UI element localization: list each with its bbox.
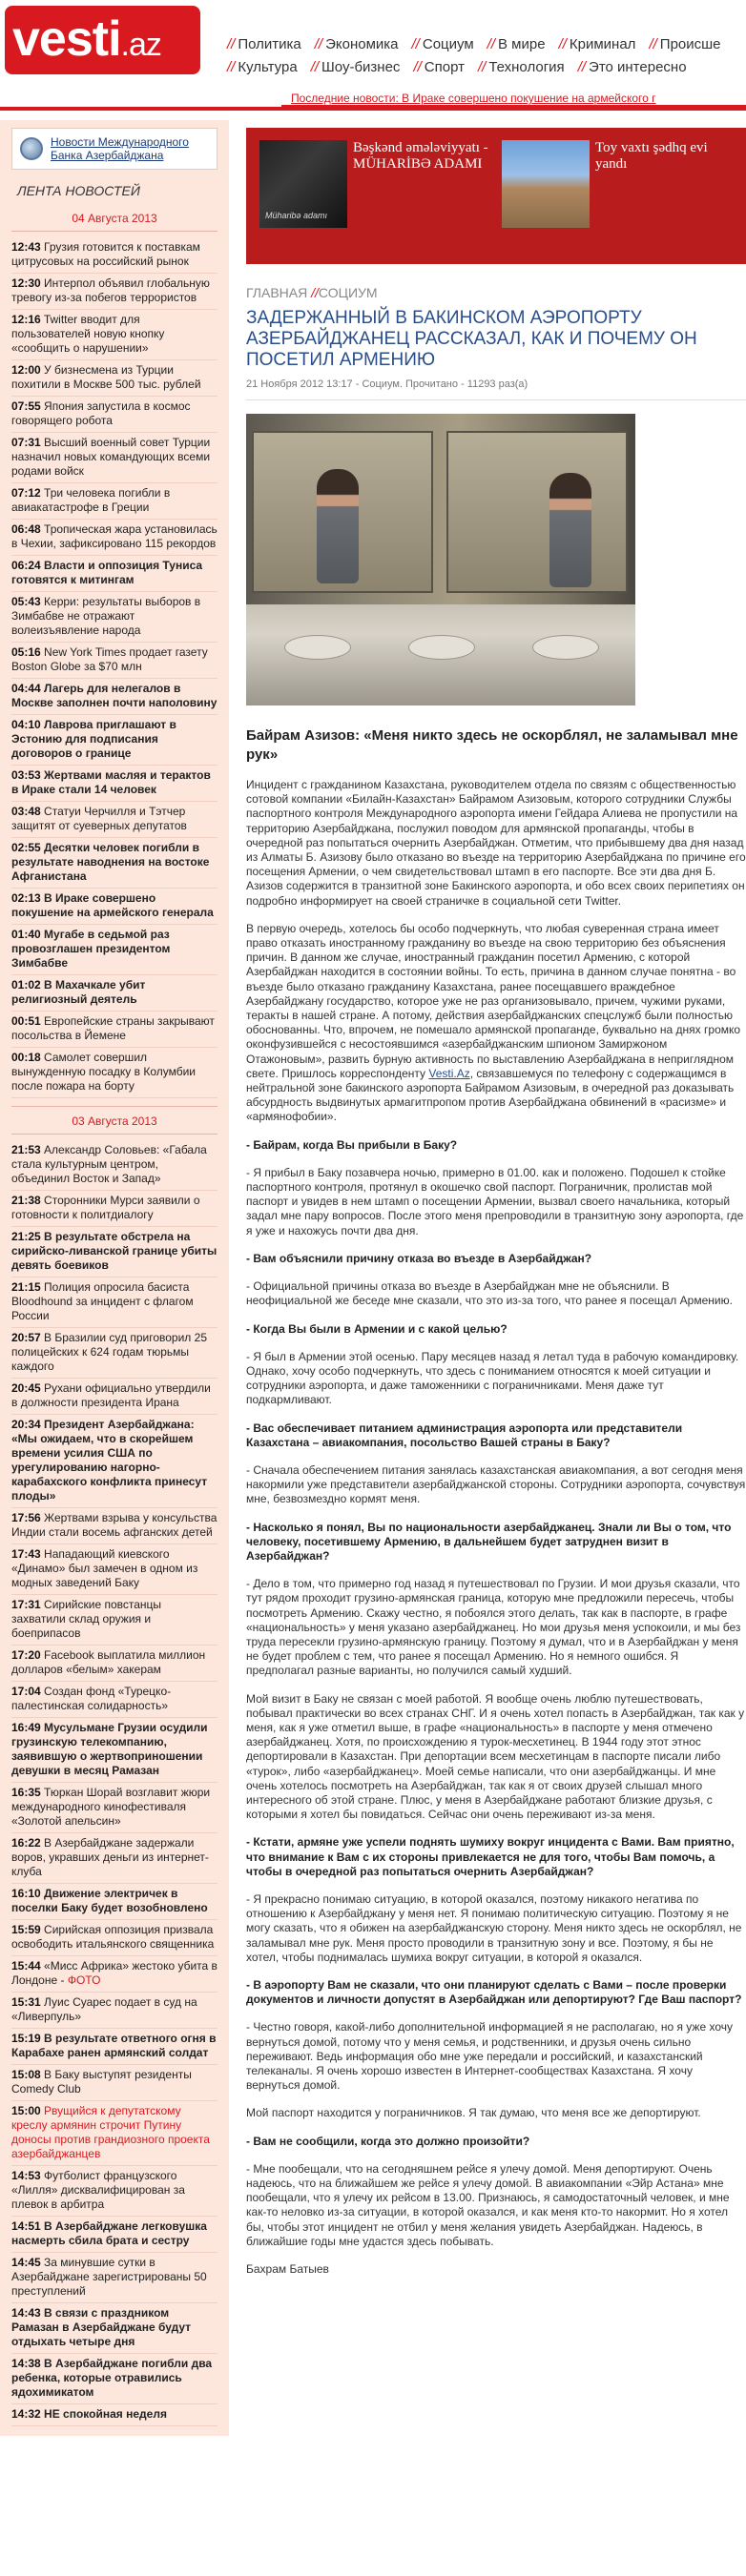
news-time: 20:57 [11, 1331, 41, 1344]
date-heading: 03 Августа 2013 [11, 1106, 218, 1135]
news-headline[interactable]: Грузия готовится к поставкам цитрусовых на российский рынок [11, 240, 200, 268]
news-headline[interactable]: Президент Азербайджана: «Мы ожидаем, что в скорейшем времени усилия США по урегулированию нагорно-карабахского конфликта принесут плоды» [11, 1418, 208, 1503]
news-time: 16:22 [11, 1836, 41, 1850]
news-time: 16:10 [11, 1887, 41, 1900]
news-time: 17:56 [11, 1511, 41, 1524]
nav-item[interactable] [227, 36, 301, 52]
news-item[interactable] [11, 556, 218, 592]
interview-question [246, 1421, 746, 1450]
news-time: 17:04 [11, 1685, 41, 1698]
article-paragraph [246, 2020, 746, 2093]
nav-separator: // [487, 36, 495, 52]
nav-item-label[interactable]: Спорт [424, 59, 465, 75]
news-headline[interactable]: New York Times продает газету Boston Globe за $70 млн [11, 645, 208, 673]
interview-question [246, 1521, 746, 1564]
nav-separator: // [577, 59, 587, 75]
news-time: 00:18 [11, 1051, 41, 1064]
news-headline[interactable]: Тюркан Шорай возглавит жюри международного кинофестиваля «Золотой апельсин» [11, 1786, 211, 1828]
nav-item-label[interactable]: Криминал [569, 36, 636, 52]
news-headline[interactable]: Жертвами взрыва у консульства Индии стали восемь афганских детей [11, 1511, 218, 1539]
promo-title[interactable]: Toy vaxtı şədhq evi yandı [595, 140, 708, 172]
news-headline[interactable]: Интерпол объявил глобальную тревогу из-за побегов террористов [11, 276, 210, 304]
news-item[interactable] [11, 1783, 218, 1833]
news-headline[interactable]: Власти и оппозиция Туниса готовятся к митингам [11, 559, 203, 586]
news-item[interactable] [11, 1415, 218, 1508]
news-time: 01:02 [11, 978, 41, 992]
nav-item[interactable] [649, 36, 720, 52]
nav-item-label[interactable]: Технология [488, 59, 565, 75]
news-item[interactable] [11, 2065, 218, 2101]
news-item[interactable] [11, 643, 218, 679]
news-item[interactable] [11, 310, 218, 360]
interview-question [246, 1978, 746, 2007]
news-time: 12:00 [11, 363, 41, 377]
paragraph-text: Бахрам Батыев [246, 2262, 329, 2277]
news-time: 04:44 [11, 682, 41, 695]
news-item[interactable] [11, 838, 218, 889]
nav-separator: // [413, 59, 422, 75]
news-headline[interactable]: Facebook выплатила миллион долларов «белым» хакерам [11, 1648, 206, 1676]
news-item[interactable] [11, 1278, 218, 1328]
news-headline[interactable]: Рухани официально утвердили в должности президента Ирана [11, 1381, 211, 1409]
news-headline[interactable]: Лаврова приглашают в Эстонию для подписания договоров о границе [11, 718, 176, 760]
nav-separator: // [314, 36, 323, 52]
promo-banner [246, 128, 746, 264]
news-time: 15:59 [11, 1923, 41, 1936]
promo-image[interactable] [259, 140, 347, 228]
photo-person [549, 473, 591, 587]
news-time: 15:31 [11, 1995, 41, 2009]
news-item[interactable] [11, 1920, 218, 1956]
news-headline[interactable]: Высший военный совет Турции назначил новых командующих всеми родами войск [11, 436, 211, 478]
news-time: 15:00 [11, 2104, 41, 2117]
news-item[interactable] [11, 2101, 218, 2166]
news-headline[interactable]: В результате ответного огня в Карабахе ранен армянский солдат [11, 2032, 217, 2059]
photo-person [317, 469, 359, 583]
paragraph-text: В первую очередь, хотелось бы особо подчеркнуть, что любая суверенная страна имеет право отказать иностранному гражданину во въезде на свою территорию без объяснения причин. В данном же случае, иностранный гражданин посетил Армению, с которой Азербайджан находится в состоянии войны. То есть, причина в данном случае понятна - во въезде было отказано гражданину Казахстана, ранее посещавшего враждебное Азербайджану государство, которое уже не раз организовывало, причем, чужими руками, теракты в нашей стране. А потому, действия азербайджанских спецслужб были полностью обоснованны. Что, впрочем, не помешало армянской пропаганде, буквально на днях громко оконфузившейся с несостоявшимся «азербайджанским шпионом Замиржоном Отажоновым», развить бурную активность по выставлению Азербайджана в неприглядном свете. Пришлось корреспонденту [246, 921, 741, 1080]
news-time: 12:16 [11, 313, 41, 326]
site-logo[interactable] [5, 6, 200, 74]
news-item[interactable] [11, 433, 218, 483]
news-item[interactable] [11, 1012, 218, 1048]
article-subtitle: Байрам Азизов: «Меня никто здесь не оскорблял, не заламывал мне рук» [246, 727, 738, 763]
nav-item[interactable] [311, 59, 401, 75]
logo-text: vesti [12, 11, 121, 67]
news-headline[interactable]: Футболист французского «Лилля» дисквалифицирован за плевок в арбитра [11, 2169, 185, 2211]
article-paragraph [246, 922, 746, 1125]
news-time: 20:45 [11, 1381, 41, 1395]
news-item[interactable] [11, 2354, 218, 2404]
news-list-day-1 [11, 237, 218, 1098]
news-headline[interactable]: В Ираке совершено покушение на армейского генерала [11, 891, 214, 919]
news-item[interactable] [11, 2029, 218, 2065]
breadcrumb-separator: // [311, 285, 319, 300]
news-item[interactable] [11, 1508, 218, 1544]
photo-mirror [446, 431, 628, 593]
logo-tld: .az [120, 27, 161, 63]
article-paragraph [246, 1577, 746, 1678]
article-photo [246, 414, 635, 705]
main-content [246, 128, 746, 2277]
nav-item-label[interactable]: Шоу-бизнес [321, 59, 401, 75]
photo-sink [408, 635, 475, 660]
news-item[interactable] [11, 975, 218, 1012]
news-headline[interactable]: В Бразилии суд приговорил 25 полицейских к 624 годам тюрьмы каждого [11, 1331, 207, 1373]
news-headline[interactable]: НЕ спокойная неделя [44, 2407, 167, 2421]
news-feed-title: ЛЕНТА НОВОСТЕЙ [17, 183, 140, 198]
news-headline[interactable]: Сирийские повстанцы захватили склад оружия и боеприпасов [11, 1598, 162, 1640]
news-time: 21:25 [11, 1230, 41, 1243]
interview-question [246, 1322, 746, 1337]
news-headline[interactable]: Создан фонд «Турецко-палестинская солидарность» [11, 1685, 172, 1712]
nav-item-label[interactable]: Социум [422, 36, 474, 52]
news-item[interactable] [11, 2166, 218, 2217]
interview-question [246, 1835, 746, 1879]
news-item[interactable] [11, 1048, 218, 1098]
paragraph-text: Мой паспорт находится у пограничников. Я так думаю, что меня все же депортируют. [246, 2106, 701, 2120]
paragraph-text: - Когда Вы были в Армении и с какой целью? [246, 1321, 508, 1336]
news-time: 15:19 [11, 2032, 41, 2045]
news-time: 14:45 [11, 2256, 41, 2269]
news-time: 06:24 [11, 559, 41, 572]
news-headline[interactable]: Луис Суарес подает в суд на «Ливерпуль» [11, 1995, 197, 2023]
paragraph-text: Инцидент с гражданином Казахстана, руководителем отдела по связям с общественностью сотовой компании «Билайн-Казахстан» Байрамом Азизовым, которого сотрудники Службы паспортного контроля Международного аэропорта имени Гейдара Алиева не пропустили на территорию Азербайджана, послужил поводом для армянской пропаганды, чтобы в очередной раз попытаться очернить Азербайджан. Отметим, что прибывшему два дня назад из Алматы Б. Азизову было отказано во въезде на территорию Азербайджана по причине его посещения Армении, о чем свидетельствовал штамп в его паспорте. Все эти два дня Б. Азизов содержится в транзитной зоне Бакинского аэропорта, и обо всех своих перипетиях он подробно информирует на своей страничке в социальной сети Twitter. [246, 778, 746, 908]
news-headline[interactable]: Мугабе в седьмой раз провозглашен президентом Зимбабве [11, 928, 171, 970]
news-item[interactable] [11, 1833, 218, 1884]
news-time: 12:30 [11, 276, 41, 290]
paragraph-text: - Насколько я понял, Вы по национальности азербайджанец. Знали ли Вы о том, что человеку, посетившему Армению, в дальнейшем будет затруднен визит в Азербайджан? [246, 1520, 732, 1563]
paragraph-text: - Я был в Армении этой осенью. Пару месяцев назад я летал туда в рабочую командировку. Однако, хочу особо подчеркнуть, что здесь с пониманием относятся к моей ситуации и сотрудники аэропорта, и даже таможенники с пограничниками. Меня даже тут подкармливают. [246, 1349, 739, 1407]
news-headline[interactable]: Нападающий киевского «Динамо» был замечен в одном из модных заведений Баку [11, 1547, 198, 1589]
news-time: 21:38 [11, 1194, 41, 1207]
nav-item[interactable] [578, 59, 687, 75]
nav-item[interactable] [487, 36, 546, 52]
paragraph-text: - Вам объяснили причину отказа во въезде в Азербайджан? [246, 1251, 592, 1265]
news-time: 14:38 [11, 2357, 41, 2370]
news-headline[interactable]: Три человека погибли в авиакатастрофе в Греции [11, 486, 171, 514]
news-item[interactable] [11, 925, 218, 975]
news-headline[interactable]: В Азербайджане погибли два ребенка, которые отравились ядохимикатом [11, 2357, 213, 2399]
paragraph-text: - В аэропорту Вам не сказали, что они планируют сделать с Вами – после проверки документов и личности допустят в Азербайджан или депортируют? Где Ваш паспорт? [246, 1978, 742, 2007]
news-item[interactable] [11, 679, 218, 715]
news-time: 16:35 [11, 1786, 41, 1799]
article-paragraph [246, 2106, 746, 2120]
breaking-news-ticker[interactable]: Последние новости: В Ираке совершено покушение на армейского г [281, 92, 746, 107]
news-time: 07:55 [11, 399, 41, 413]
news-time: 02:13 [11, 891, 41, 905]
news-headline[interactable]: Япония запустила в космос говорящего робота [11, 399, 191, 427]
article-paragraph [246, 778, 746, 909]
nav-separator: // [411, 36, 420, 52]
news-time: 05:43 [11, 595, 41, 608]
news-time: 14:43 [11, 2306, 41, 2320]
paragraph-text: - Честно говоря, какой-либо дополнительной информацией я не располагаю, но я уже хочу вернуться домой, потому что у меня семья, и родственники, и друзья очень сильно переживают. Ведь информация обо мне уже передали и российский, и казахстанский телеканалы. Я очень хорошо известен в Интернет-сообществах Казахстана. Я хочу вернуться домой. [246, 2020, 733, 2093]
paragraph-text: - Кстати, армяне уже успели поднять шумиху вокруг инцидента с Вами. Вам приятно, что внимание к Вам с их стороны привлекается не для того, чтобы Вам помочь, а чтобы в очередной раз попытаться очернить Азербайджан? [246, 1835, 735, 1878]
news-item[interactable] [11, 592, 218, 643]
news-item[interactable] [11, 1718, 218, 1783]
interview-question [246, 1252, 746, 1266]
news-time: 06:48 [11, 522, 41, 536]
paragraph-text: - Сначала обеспечением питания занялась казахстанская авиакомпания, а вот сегодня меня накормили уже представители азербайджанской стороны. Сотрудники аэропорта, сочувствуя мне, безвозмездно кормят меня. [246, 1462, 746, 1506]
news-headline[interactable]: Европейские страны закрывают посольства в Йемене [11, 1014, 215, 1042]
bank-news-label[interactable]: Новости Международного Банка Азербайджана [51, 135, 189, 162]
news-headline[interactable]: Сторонники Мурси заявили о готовности к политдиалогу [11, 1194, 200, 1221]
news-headline[interactable]: Статуи Черчилля и Тэтчер защитят от суеверных депутатов [11, 805, 187, 832]
nav-item[interactable] [412, 36, 474, 52]
source-link[interactable]: Vesti.Az [428, 1066, 470, 1080]
news-time: 21:53 [11, 1143, 41, 1156]
paragraph-text: - Вас обеспечивает питанием администрация аэропорта или представители Казахстана – авиакомпания, посольство Вашей страны в Баку? [246, 1421, 683, 1449]
news-time: 03:53 [11, 768, 41, 782]
nav-item[interactable] [315, 36, 399, 52]
news-item[interactable] [11, 1191, 218, 1227]
news-time: 05:16 [11, 645, 41, 659]
news-headline[interactable]: За минувшие сутки в Азербайджане зарегистрированы 50 преступлений [11, 2256, 207, 2298]
promo-image[interactable] [502, 140, 590, 228]
paragraph-text: - Дело в том, что примерно год назад я путешествовал по Грузии. И мои друзья сказали, что тут рядом проходит грузино-армянская граница, которую мне предложили пересечь, чтобы посмотреть Армению. Скажу честно, я побоялся этого делать, так как в паспорте, в графе «национальность» у меня указано азербайджанец. Но мои друзья меня успокоили, и мы без труда пересекли грузино-армянскую границу. Поэтому я думал, что и в Азербайджан у меня не будет проблем с тем, что ранее я посещал Армению. Но я немного ошибся. Я предполагал разные варианты, но получился самый худший. [246, 1577, 741, 1678]
news-item[interactable] [11, 520, 218, 556]
news-time: 12:43 [11, 240, 41, 254]
news-headline[interactable]: Движение электричек в поселки Баку будет возобновлено [11, 1887, 208, 1914]
interview-question [246, 2135, 746, 2149]
paragraph-text: - Я прибыл в Баку позавчера ночью, примерно в 01.00. как и положено. Подошел к стойке паспортного контроля, протянул в окошечко свой паспорт. Пограничник, пролистав мой паспорт и увидев в нем штамп о посещении Армении, вызвал своего начальника, который задал мне пару вопросов. После этого меня препроводили в транзитную зону аэропорта, где я уже и нахожусь почти два дня. [246, 1165, 744, 1237]
breadcrumb [246, 285, 746, 300]
news-time: 15:44 [11, 1959, 41, 1973]
news-item[interactable] [11, 1595, 218, 1646]
news-time: 04:10 [11, 718, 41, 731]
nav-separator: // [558, 36, 567, 52]
news-item[interactable] [11, 1956, 218, 1993]
news-item[interactable] [11, 1140, 218, 1191]
article-paragraph [246, 1463, 746, 1507]
news-item[interactable] [11, 1379, 218, 1415]
paragraph-text: , связавшемуся по телефону с содержащимся в нейтральной зоне бакинского аэропорта Байрамом Азизовым, в очередной раз доказывать абсурдность выдвинутых армагитпропом против Азербайджана обвинений в «расизме» и «армянофобии». [246, 1066, 735, 1124]
paragraph-text: - Я прекрасно понимаю ситуацию, в которой оказался, поэтому никакого негатива по отношению к Азербайджану у меня нет. Я понимаю политическую ситуацию. Поэтому я не могу сказать, что я обижен на азербайджанскую сторону. Меня никто здесь не оскорблял, не заламывал мне рук. Меня просто проводили в транзитную зону и все. Поэтому, я бы не хотел, чтобы поднималась шумиха вокруг ситуации, в которой я оказался. [246, 1892, 742, 1964]
promo-item[interactable] [259, 140, 490, 252]
news-item[interactable] [11, 360, 218, 397]
news-time: 17:43 [11, 1547, 41, 1561]
news-headline[interactable]: В результате обстрела на сирийско-ливанской границе убиты девять боевиков [11, 1230, 218, 1272]
main-nav-row-1 [227, 36, 746, 52]
news-item[interactable] [11, 715, 218, 766]
news-headline[interactable]: В Махачкале убит религиозный деятель [11, 978, 146, 1006]
news-item[interactable] [11, 237, 218, 274]
news-headline[interactable]: Twitter вводит для пользователей новую кнопку «сообщить о нарушении» [11, 313, 165, 355]
nav-item[interactable] [559, 36, 636, 52]
article-paragraph [246, 1166, 746, 1238]
nav-item[interactable] [413, 59, 465, 75]
bank-news-link[interactable] [11, 128, 218, 170]
news-time: 14:32 [11, 2407, 41, 2421]
news-sidebar [0, 120, 229, 2436]
main-nav-row-2 [227, 59, 746, 75]
news-item[interactable] [11, 274, 218, 310]
news-headline[interactable]: Мусульмане Грузии осудили грузинскую телекомпанию, заявившую о жертвоприношении девушки в месяц Рамазан [11, 1721, 208, 1777]
news-time: 17:20 [11, 1648, 41, 1662]
news-item[interactable] [11, 2253, 218, 2303]
nav-item-label[interactable]: Культура [238, 59, 298, 75]
news-headline[interactable]: В Баку выступят резиденты Comedy Club [11, 2068, 192, 2096]
news-headline[interactable]: Десятки человек погибли в результате наводнения на востоке Афганистана [11, 841, 210, 883]
news-headline[interactable]: «Мисс Африка» жестоко убита в Лондоне - [11, 1959, 218, 1987]
news-headline[interactable]: Лагерь для нелегалов в Москве заполнен почти наполовину [11, 682, 218, 709]
news-item[interactable] [11, 889, 218, 925]
news-time: 07:31 [11, 436, 41, 449]
news-headline[interactable]: Рвущийся к депутатскому креслу армянин строчит Путину доносы против грандиозного проекта азербайджанцев [11, 2104, 210, 2160]
news-time: 17:31 [11, 1598, 41, 1611]
news-item[interactable] [11, 1227, 218, 1278]
news-headline[interactable]: Полиция опросила басиста Bloodhound за инцидент с флагом России [11, 1280, 194, 1322]
news-photo-tag[interactable]: ФОТО [67, 1973, 101, 1987]
news-time: 16:49 [11, 1721, 41, 1734]
article-paragraph [246, 1892, 746, 1965]
nav-item-label[interactable]: В мире [498, 36, 546, 52]
nav-separator: // [227, 59, 236, 75]
news-item[interactable] [11, 1682, 218, 1718]
header-divider [0, 107, 746, 111]
news-item[interactable] [11, 2303, 218, 2354]
promo-image-caption: Müharibə adamı [265, 211, 328, 220]
news-item[interactable] [11, 397, 218, 433]
news-time: 20:34 [11, 1418, 41, 1431]
article-paragraph [246, 1692, 746, 1823]
nav-separator: // [310, 59, 320, 75]
news-headline[interactable]: В Азербайджане легковушка насмерть сбила брата и сестру [11, 2219, 207, 2247]
news-headline[interactable]: Тропическая жара установилась в Чехии, зафиксировано 115 рекордов [11, 522, 218, 550]
paragraph-text: Мой визит в Баку не связан с моей работой. Я вообще очень люблю путешествовать, побывал практически во всех странах СНГ. И я очень хотел попасть в Азербайджан, так как у меня, как я уже отметил выше, в графе «национальность» в паспорте у меня отмечено азербайджанец. Хотя, по происхождению я турок-месхетинец. В 1944 году этот этнос депортировали в Казахстан. При депортации всем месхетинцам в паспорте писали либо «турок», либо «азербайджанец». Моей семье написали, что они азербайджанцы. И мне очень хотелось посмотреть на Азербайджан, так как я от своих друзей слышал много интересного об этой стране. Плюс, у меня в Азербайджане работают близкие друзья, с которыми я хотел бы повидаться. Сейчас они очень переживают из-за меня. [246, 1691, 745, 1822]
article-paragraph [246, 2162, 746, 2249]
news-time: 21:15 [11, 1280, 41, 1294]
site-header [0, 0, 746, 107]
news-time: 02:55 [11, 841, 41, 854]
news-time: 00:51 [11, 1014, 41, 1028]
news-headline[interactable]: Самолет совершил вынужденную посадку в Колумбии после пожара на борту [11, 1051, 196, 1093]
news-item[interactable] [11, 1328, 218, 1379]
news-time: 14:51 [11, 2219, 41, 2233]
news-time: 03:48 [11, 805, 41, 818]
news-headline[interactable]: В Азербайджане задержали воров, укравших деньги из интернет-клуба [11, 1836, 209, 1878]
nav-item-label[interactable]: Происше [659, 36, 721, 52]
article-paragraph [246, 1350, 746, 1408]
news-item[interactable] [11, 483, 218, 520]
photo-sink [532, 635, 599, 660]
news-time: 01:40 [11, 928, 41, 941]
promo-item[interactable] [502, 140, 733, 252]
paragraph-text: - Официальной причины отказа во въезде в Азербайджан мне не объяснили. В неофициальной же беседе мне сказали, что это из-за того, что ранее я посещал Армению. [246, 1279, 733, 1308]
news-headline[interactable]: Жертвами масляя и терактов в Ираке стали 14 человек [11, 768, 211, 796]
news-item[interactable] [11, 1993, 218, 2029]
news-item[interactable] [11, 802, 218, 838]
news-headline[interactable]: У бизнесмена из Турции похитили в Москве 500 тыс. рублей [11, 363, 201, 391]
news-headline[interactable]: Сирийская оппозиция призвала освободить итальянского священника [11, 1923, 215, 1951]
news-item[interactable] [11, 1884, 218, 1920]
news-item[interactable] [11, 1646, 218, 1682]
photo-sink [284, 635, 351, 660]
article-body [246, 778, 746, 2277]
paragraph-text: - Мне пообещали, что на сегодняшнем рейсе я улечу домой. Меня депортируют. Очень надеюсь, что на ближайшем же рейсе я улечу домой. В авиакомпании «Эйр Астана» мне пообещали, что я улечу их рейсом в 13.00. Признаюсь, я самодостаточный человек, и мне как-то неловко из-за ситуации, в которой оказался, и как меня кто-то накормит. Но я хотел бы, чтобы этот инцидент не отбил у меня желания увидеть Азербайджан. Надеюсь, в ближайшие годы мне удастся здесь побывать. [246, 2161, 730, 2248]
nav-item-label[interactable]: Экономика [325, 36, 399, 52]
paragraph-text: - Вам не сообщили, когда это должно произойти? [246, 2134, 530, 2148]
nav-separator: // [649, 36, 657, 52]
breadcrumb-section[interactable]: СОЦИУМ [318, 285, 378, 300]
nav-item[interactable] [227, 59, 298, 75]
news-item[interactable] [11, 1544, 218, 1595]
promo-title[interactable]: Bəşkənd əmələviyyatı -MÜHARİBƏ ADAMI [353, 140, 488, 172]
nav-item-label[interactable]: Это интересно [589, 59, 687, 75]
news-headline[interactable]: В связи с праздником Рамазан в Азербайджане будут отдыхать четыре дня [11, 2306, 192, 2348]
news-list-day-2 [11, 1140, 218, 2426]
date-heading: 04 Августа 2013 [11, 208, 218, 232]
news-item[interactable] [11, 2404, 218, 2426]
paragraph-text: - Байрам, когда Вы прибыли в Баку? [246, 1137, 458, 1152]
nav-item-label[interactable]: Политика [238, 36, 301, 52]
globe-icon [20, 137, 43, 160]
news-item[interactable] [11, 766, 218, 802]
nav-item[interactable] [478, 59, 565, 75]
interview-question [246, 1138, 746, 1153]
article-meta: 21 Ноября 2012 13:17 - Социум. Прочитано - 11293 раз(а) [246, 378, 746, 400]
nav-separator: // [227, 36, 236, 52]
article-paragraph [246, 2262, 746, 2277]
news-headline[interactable]: Александр Соловьев: «Габала стала культурным центром, объединил Восток и Запад» [11, 1143, 207, 1185]
breadcrumb-home[interactable]: ГЛАВНАЯ [246, 285, 308, 300]
news-item[interactable] [11, 2217, 218, 2253]
news-time: 15:08 [11, 2068, 41, 2081]
article-title: ЗАДЕРЖАННЫЙ В БАКИНСКОМ АЭРОПОРТУ АЗЕРБАЙДЖАНЕЦ РАССКАЗАЛ, КАК И ПОЧЕМУ ОН ПОСЕТИЛ АРМЕНИЮ [246, 308, 697, 370]
news-time: 14:53 [11, 2169, 41, 2182]
nav-separator: // [477, 59, 487, 75]
news-headline[interactable]: Керри: результаты выборов в Зимбабве не отражают волеизъявление народа [11, 595, 201, 637]
news-time: 07:12 [11, 486, 41, 500]
article-paragraph [246, 1279, 746, 1308]
